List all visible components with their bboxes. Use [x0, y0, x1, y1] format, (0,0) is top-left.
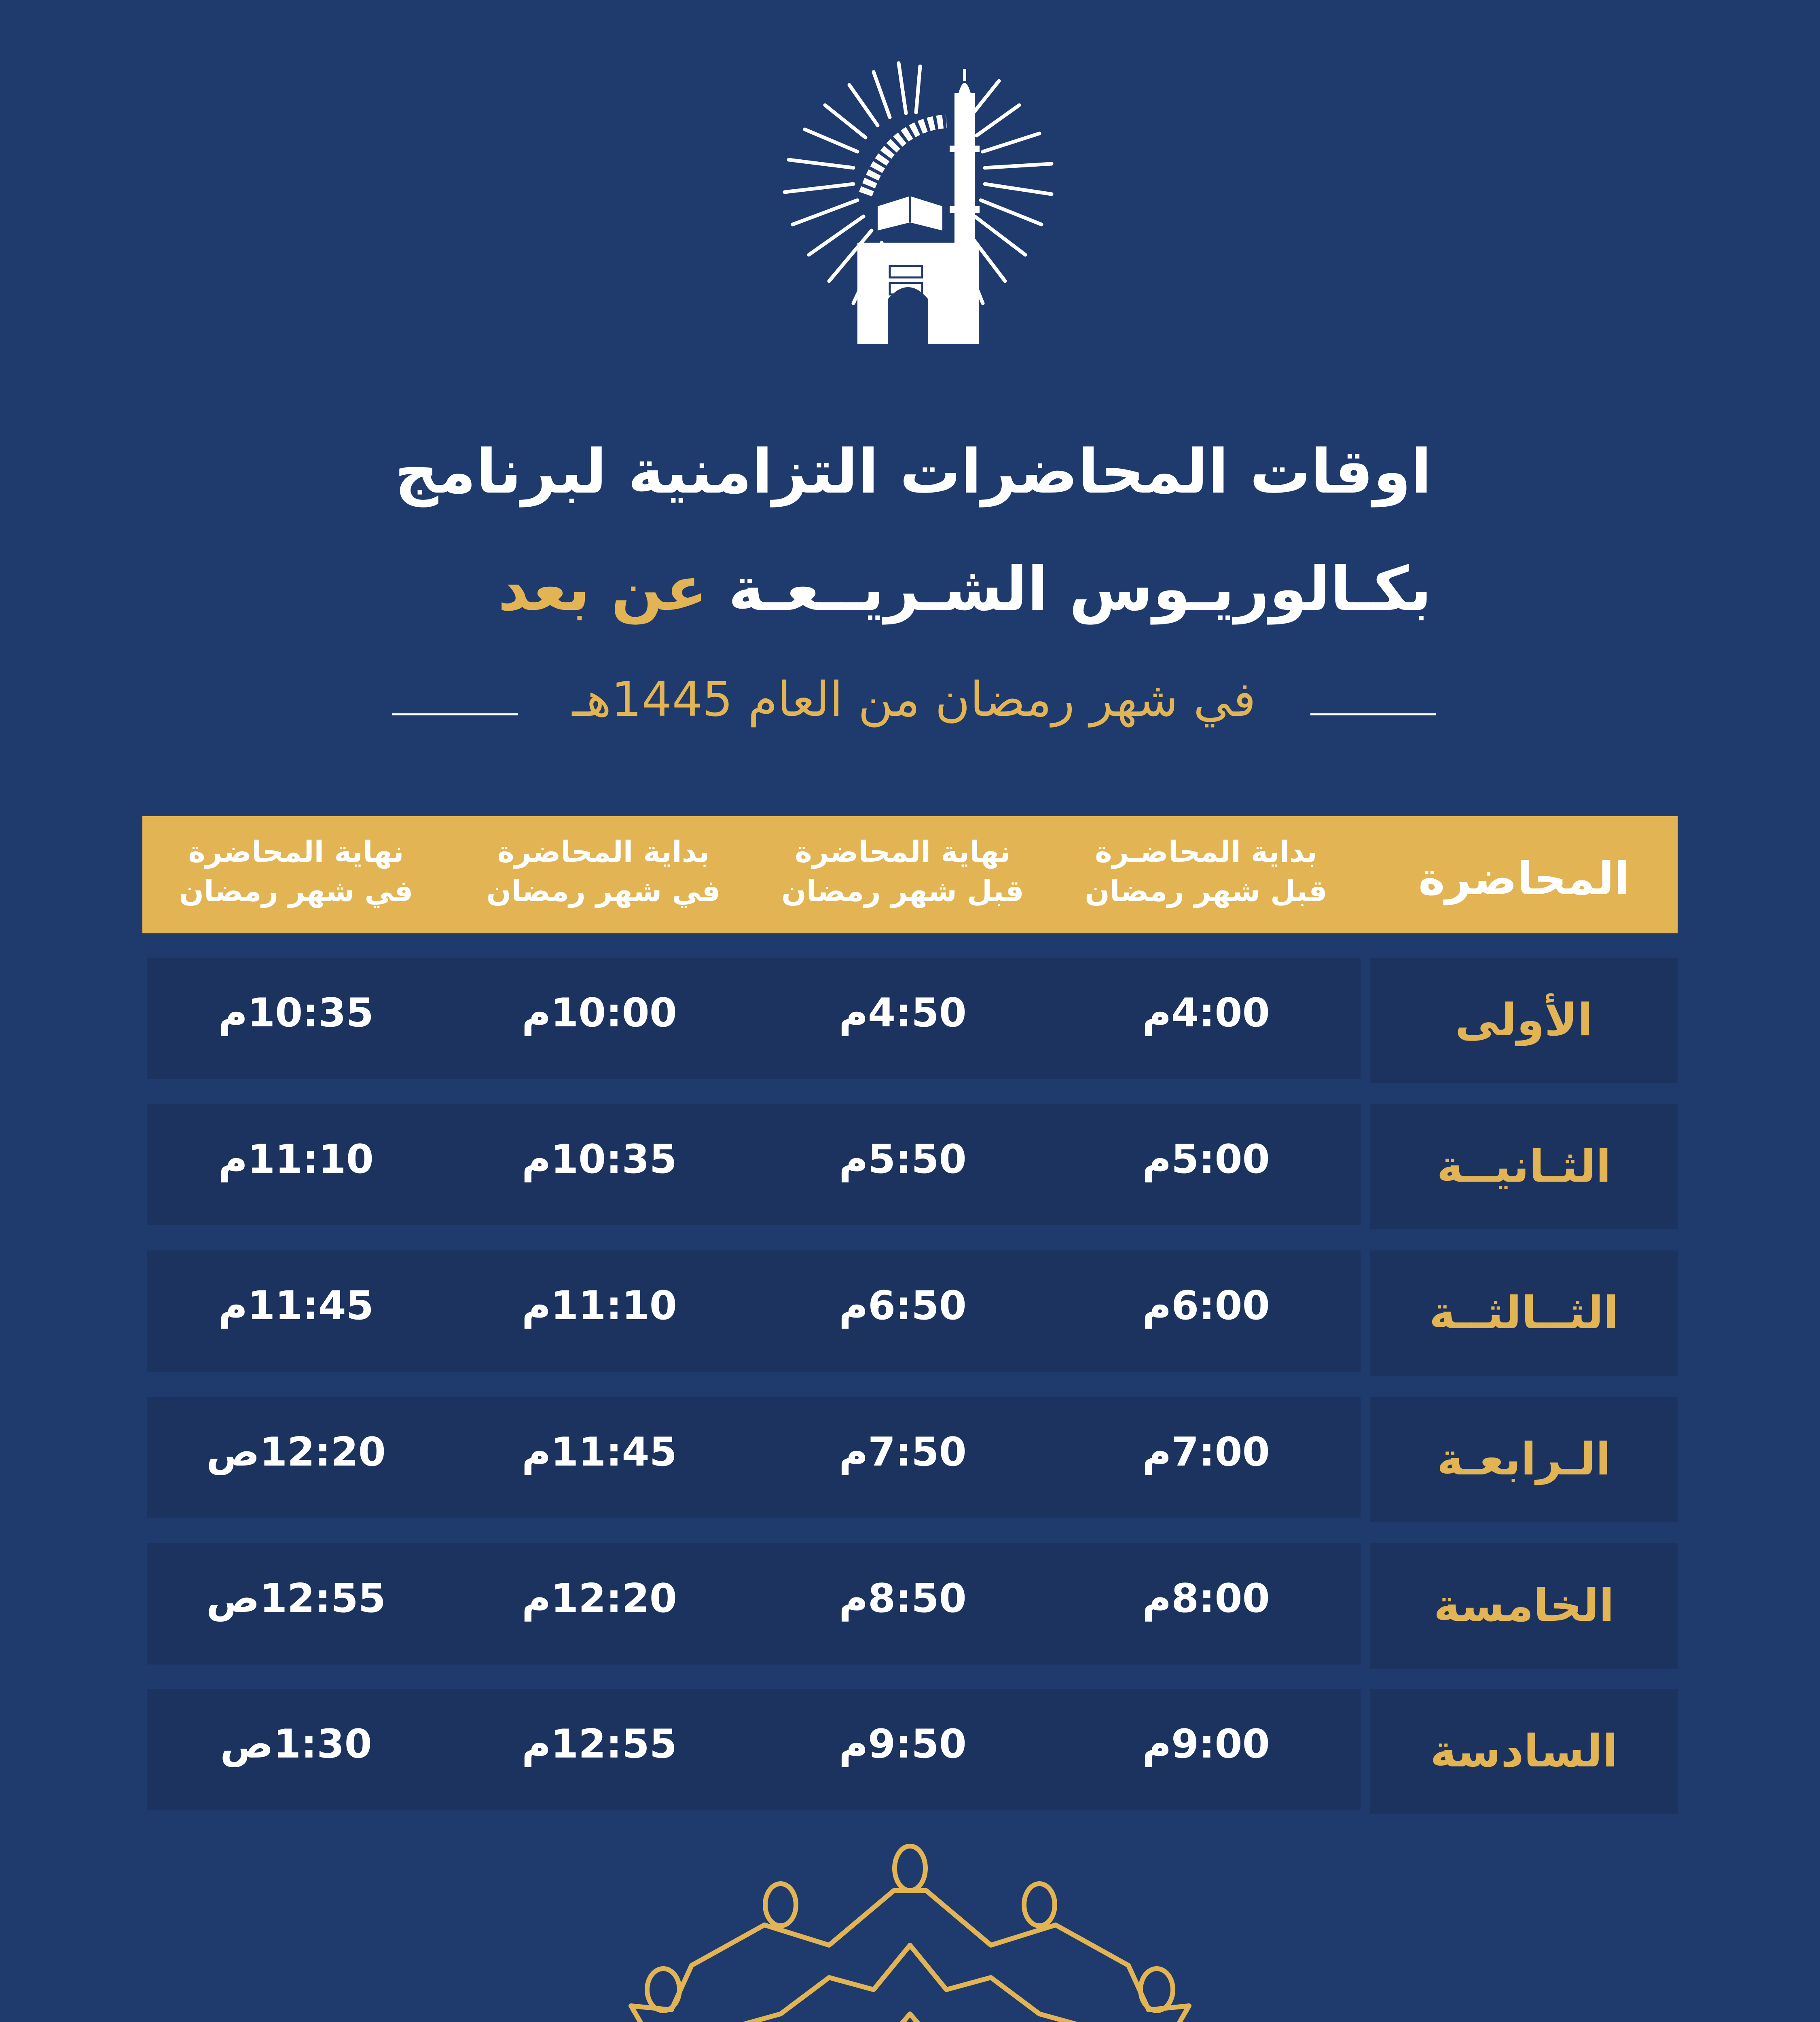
start-during-time: 12:55م: [522, 1721, 677, 1767]
lecture-name-cell: [1370, 958, 1678, 1083]
start-before-time: 8:00م: [1142, 1576, 1270, 1622]
subtitle-divider-right: [1310, 713, 1436, 715]
end-before-time: 6:50م: [839, 1283, 967, 1329]
end-during-time: 11:45م: [218, 1283, 374, 1329]
header-line: نهاية المحاضرة: [188, 835, 404, 869]
start-before-time: 7:00م: [1142, 1429, 1270, 1475]
end-during-time: 11:10م: [218, 1136, 374, 1182]
table-row: [142, 1104, 1678, 1229]
end-during-time: 12:20ص: [206, 1429, 386, 1475]
subtitle-row: [392, 671, 1436, 736]
times-cell: [147, 1543, 1361, 1665]
header-end-during-ramadan: [154, 832, 438, 911]
table-row: [142, 1397, 1678, 1522]
header-start-before-ramadan: [1064, 832, 1348, 911]
start-before-time: 4:00م: [1142, 990, 1270, 1036]
lecture-name-cell: [1370, 1250, 1678, 1376]
title-accent: عن بعد: [498, 554, 707, 624]
start-during-time: 12:20م: [522, 1576, 677, 1622]
lecture-name: الأولى: [1455, 994, 1593, 1046]
end-before-time: 9:50م: [839, 1721, 967, 1767]
header-line: قبل شهر رمضان: [781, 874, 1024, 908]
lecture-name-cell: [1370, 1543, 1678, 1669]
decorative-ornament: [538, 1844, 1282, 2022]
start-during-time: 11:10م: [522, 1283, 677, 1329]
lecture-name: الثـانيــة: [1437, 1140, 1611, 1192]
subtitle-divider-left: [392, 713, 518, 715]
header-line: في شهر رمضان: [179, 874, 413, 908]
table-row: [142, 1543, 1678, 1669]
header-line: قبل شهر رمضان: [1085, 874, 1327, 908]
lecture-name: الـرابعـة: [1437, 1433, 1611, 1485]
start-before-time: 6:00م: [1142, 1283, 1270, 1329]
end-during-time: 1:30ص: [220, 1721, 372, 1767]
header-lecture: المحاضرة: [1418, 852, 1630, 905]
lecture-name-cell: [1370, 1104, 1678, 1229]
lecture-name: السادسة: [1430, 1725, 1618, 1777]
table-row: [142, 1689, 1678, 1814]
lecture-name-cell: [1370, 1397, 1678, 1522]
subtitle: في شهر رمضان من العام 1445هـ: [572, 671, 1256, 727]
header-start-during-ramadan: [462, 832, 745, 911]
lecture-name-cell: [1370, 1689, 1678, 1814]
page-title-line-2: [162, 554, 1432, 624]
table-row: [142, 1250, 1678, 1376]
title-program: بكـالوريـوس الشـريــعـة: [728, 554, 1432, 624]
header-line: نهاية المحاضرة: [795, 835, 1011, 869]
end-during-time: 10:35م: [218, 990, 374, 1036]
table-row: [142, 958, 1678, 1083]
university-logo: [756, 61, 1064, 368]
table-header: [142, 816, 1678, 933]
start-before-time: 9:00م: [1142, 1721, 1270, 1767]
times-cell: [147, 1250, 1361, 1372]
page-title-line-1: اوقات المحاضرات التزامنية لبرنامج: [394, 437, 1432, 507]
lecture-name: الخامسة: [1433, 1580, 1615, 1631]
start-before-time: 5:00م: [1142, 1136, 1270, 1182]
times-cell: [147, 1104, 1361, 1225]
start-during-time: 10:00م: [522, 990, 677, 1036]
end-during-time: 12:55ص: [206, 1576, 386, 1622]
end-before-time: 5:50م: [839, 1136, 967, 1182]
times-cell: [147, 1689, 1361, 1810]
start-during-time: 11:45م: [522, 1429, 677, 1475]
end-before-time: 8:50م: [839, 1576, 967, 1622]
header-line: بداية المحاضرة: [497, 835, 710, 869]
header-line: في شهر رمضان: [486, 874, 721, 908]
header-end-before-ramadan: [761, 832, 1044, 911]
lecture-name: الثــالثــة: [1429, 1287, 1619, 1339]
times-cell: [147, 1397, 1361, 1518]
end-before-time: 4:50م: [839, 990, 967, 1036]
header-line: بداية المحاضـرة: [1095, 835, 1317, 869]
end-before-time: 7:50م: [839, 1429, 967, 1475]
start-during-time: 10:35م: [522, 1136, 677, 1182]
times-cell: [147, 958, 1361, 1079]
